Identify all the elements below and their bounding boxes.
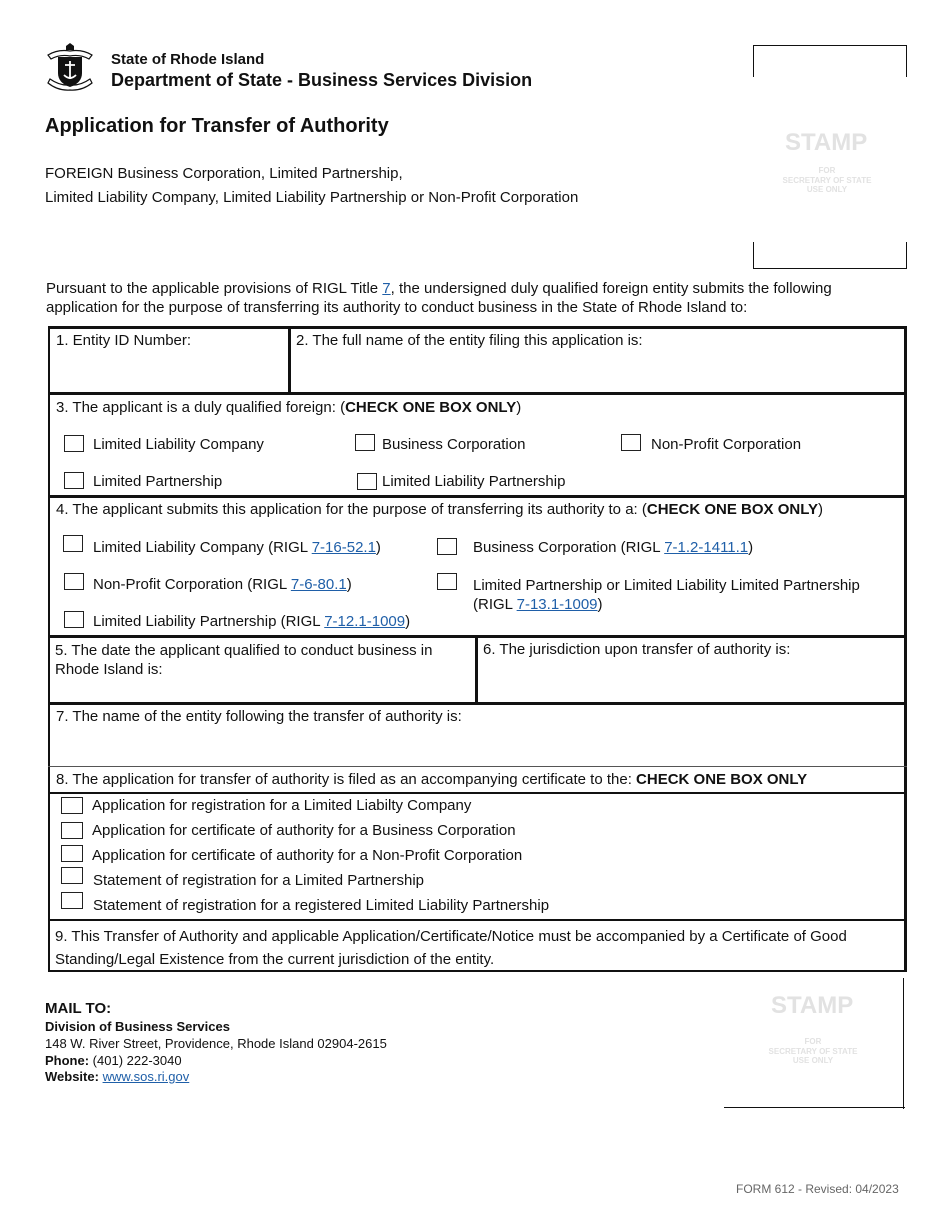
s3-business-corp-checkbox[interactable] xyxy=(355,434,375,451)
s3-llp-checkbox[interactable] xyxy=(357,473,377,490)
s8-lp-statement-label: Statement of registration for a Limited Partnership xyxy=(93,872,424,889)
stamp-note: FOR SECRETARY OF STATE USE ONLY xyxy=(782,166,872,194)
s3-nonprofit-label: Non-Profit Corporation xyxy=(651,436,802,453)
rigl-7-1-2-1411-1-link[interactable]: 7-1.2-1411.1 xyxy=(664,539,749,556)
s3-llp-label: Limited Liability Partnership xyxy=(382,473,566,490)
rigl-title-link[interactable]: 7 xyxy=(382,280,391,297)
s8-llc-registration-checkbox[interactable] xyxy=(61,797,83,814)
rigl-7-16-52-1-link[interactable]: 7-16-52.1 xyxy=(311,539,376,556)
s8-business-corp-checkbox[interactable] xyxy=(61,822,83,839)
frame-top xyxy=(48,326,907,329)
divider-row-7 xyxy=(48,766,907,767)
s8-nonprofit-checkbox[interactable] xyxy=(61,845,83,862)
entity-id-field[interactable] xyxy=(52,352,284,390)
mail-website: Website: www.sos.ri.gov xyxy=(45,1069,190,1084)
s3-lp-label: Limited Partnership xyxy=(93,473,223,490)
divider-row-5 xyxy=(48,702,907,705)
s4-llp-label: Limited Liability Partnership (RIGL 7-12.1-1009) xyxy=(93,613,411,630)
divider-row-3 xyxy=(48,495,907,498)
stamp-corner-tl xyxy=(753,45,907,77)
s4-llc-label: Limited Liability Company (RIGL 7-16-52.1) xyxy=(93,539,381,556)
entity-name-field[interactable] xyxy=(294,352,900,390)
stamp-box-bottom xyxy=(724,978,905,1109)
new-entity-name-field[interactable] xyxy=(52,728,900,764)
divider-row-8a xyxy=(48,792,907,794)
section-8-label: 8. The application for transfer of authority is filed as an accompanying certificate to the: CHECK ONE BOX ONLY xyxy=(56,771,808,788)
entity-name-label: 2. The full name of the entity filing this application is: xyxy=(296,332,643,349)
page-title: Application for Transfer of Authority xyxy=(45,115,389,137)
frame-left xyxy=(48,326,50,972)
stamp-corner-bl xyxy=(753,242,907,269)
form-revision: FORM 612 - Revised: 04/2023 xyxy=(736,1182,899,1196)
s4-nonprofit-checkbox[interactable] xyxy=(64,573,84,590)
s8-llp-statement-checkbox[interactable] xyxy=(61,892,83,909)
section-9-note: 9. This Transfer of Authority and applicable Application/Certificate/Notice must be accompanied by a Certificate of Good Standing/Legal Existence from the current jurisdiction of the entity. xyxy=(55,928,847,968)
s3-llc-checkbox[interactable] xyxy=(64,435,84,452)
mail-phone: Phone: (401) 222-3040 xyxy=(45,1053,182,1068)
s4-lp-checkbox[interactable] xyxy=(437,573,457,590)
s4-nonprofit-label: Non-Profit Corporation (RIGL 7-6-80.1) xyxy=(93,576,352,593)
rigl-7-6-80-1-link[interactable]: 7-6-80.1 xyxy=(290,576,347,593)
stamp-bottom-base-line xyxy=(724,1107,905,1108)
s4-lp-label: Limited Partnership or Limited Liability Limited Partnership (RIGL 7-13.1-1009) xyxy=(473,577,860,613)
mail-org: Division of Business Services xyxy=(45,1019,230,1034)
entity-id-label: 1. Entity ID Number: xyxy=(56,332,192,349)
subtitle-line-2: Limited Liability Company, Limited Liability Partnership or Non-Profit Corporation xyxy=(45,189,579,206)
s3-nonprofit-checkbox[interactable] xyxy=(621,434,641,451)
mail-to-heading: MAIL TO: xyxy=(45,1000,112,1017)
qualified-date-field[interactable] xyxy=(52,680,472,700)
s8-business-corp-label: Application for certificate of authority for a Business Corporation xyxy=(92,822,516,839)
rigl-7-13-1-1009-link[interactable]: 7-13.1-1009 xyxy=(516,596,598,613)
jurisdiction-field[interactable] xyxy=(481,662,901,700)
state-name: State of Rhode Island xyxy=(111,51,265,68)
frame-right xyxy=(904,326,907,972)
s4-business-corp-label: Business Corporation (RIGL 7-1.2-1411.1) xyxy=(473,539,754,556)
divider-row-8 xyxy=(48,919,907,921)
stamp-word-bottom: STAMP xyxy=(771,992,854,1019)
s8-nonprofit-label: Application for certificate of authority for a Non-Profit Corporation xyxy=(92,847,523,864)
divider-1-2 xyxy=(288,326,291,394)
stamp-box-top xyxy=(753,45,906,269)
jurisdiction-label: 6. The jurisdiction upon transfer of authority is: xyxy=(483,641,791,658)
department-name: Department of State - Business Services Division xyxy=(111,70,533,90)
mail-address: 148 W. River Street, Providence, Rhode Island 02904-2615 xyxy=(45,1036,387,1051)
rigl-7-12-1-1009-link[interactable]: 7-12.1-1009 xyxy=(324,613,406,630)
subtitle-line-1: FOREIGN Business Corporation, Limited Partnership, xyxy=(45,165,403,182)
website-link[interactable]: www.sos.ri.gov xyxy=(102,1069,190,1084)
new-entity-name-label: 7. The name of the entity following the transfer of authority is: xyxy=(56,708,462,725)
divider-row-1 xyxy=(48,392,907,395)
section-4-label: 4. The applicant submits this application for the purpose of transferring its authority to a: (CHECK ONE BOX ONLY) xyxy=(56,501,824,518)
s3-business-corp-label: Business Corporation xyxy=(382,436,526,453)
stamp-note-bottom: FOR SECRETARY OF STATE USE ONLY xyxy=(768,1037,858,1065)
s4-llp-checkbox[interactable] xyxy=(64,611,84,628)
s4-business-corp-checkbox[interactable] xyxy=(437,538,457,555)
intro-paragraph: Pursuant to the applicable provisions of RIGL Title 7, the undersigned duly qualified foreign entity submits the following application for the purpose of transferring its authority to conduct business in the State of Rhode Island to: xyxy=(46,280,832,316)
section-3-label: 3. The applicant is a duly qualified foreign: (CHECK ONE BOX ONLY) xyxy=(56,399,522,416)
s8-llc-registration-label: Application for registration for a Limited Liabilty Company xyxy=(92,797,472,814)
s3-llc-label: Limited Liability Company xyxy=(93,436,264,453)
stamp-word: STAMP xyxy=(785,129,868,156)
s8-llp-statement-label: Statement of registration for a registered Limited Liability Partnership xyxy=(93,897,550,914)
s4-llc-checkbox[interactable] xyxy=(63,535,83,552)
s3-lp-checkbox[interactable] xyxy=(64,472,84,489)
qualified-date-label: 5. The date the applicant qualified to conduct business in Rhode Island is: xyxy=(55,642,433,678)
state-seal-logo xyxy=(44,43,96,93)
divider-5-6 xyxy=(475,635,478,704)
s8-lp-statement-checkbox[interactable] xyxy=(61,867,83,884)
stamp-bottom-right-line xyxy=(903,978,904,1109)
